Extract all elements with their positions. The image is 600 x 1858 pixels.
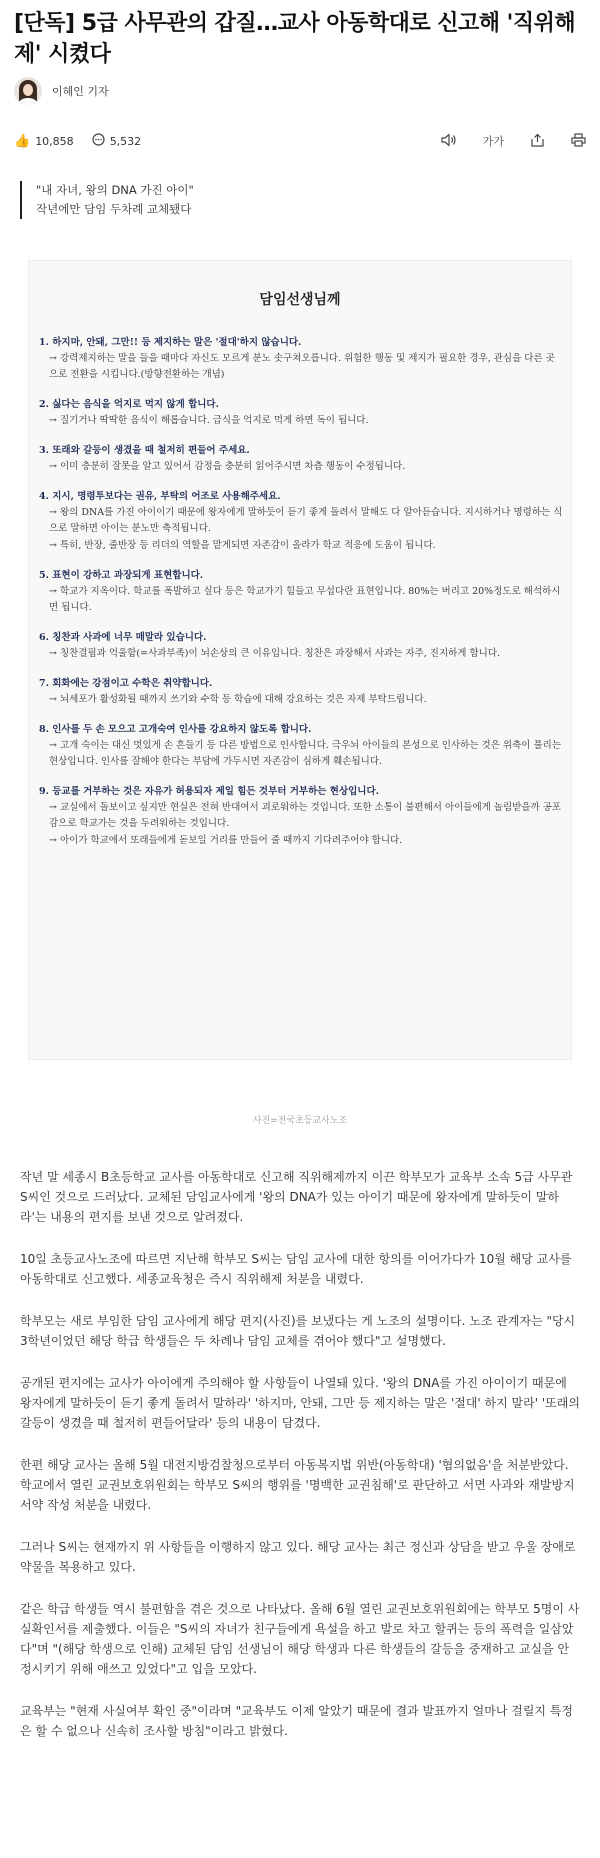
letter-item: [39, 630, 563, 662]
article-body: [20, 1167, 580, 1763]
letter-item-body: → 특히, 반장, 줄반장 등 리더의 역할을 맡게되면 자존감이 올라가 학교 적응에 도움이 됩니다.: [49, 540, 436, 551]
photo-caption: 사진=전국초등교사노조: [252, 1116, 348, 1126]
comment-bubble-icon: [92, 133, 105, 149]
reporter-name[interactable]: 이혜인 기자: [52, 85, 109, 98]
article-headline: [단독] 5급 사무관의 갑질…교사 아동학대로 신고해 '직위해제' 시켰다: [14, 11, 576, 67]
letter-item-heading: 3. 또래와 갈등이 생겼을 때 철저히 편들어 주세요.: [39, 445, 250, 456]
letter-item-heading: 6. 칭찬과 사과에 너무 매말라 있습니다.: [39, 632, 207, 643]
letter-item: [39, 489, 563, 554]
letter-item: [39, 784, 563, 849]
letter-items: [39, 335, 563, 863]
article-paragraph: 한편 해당 교사는 올해 5월 대전지방검찰청으로부터 아동복지법 위반(아동학대) '혐의없음'을 처분받았다. 학교에서 열린 교권보호위원회는 학부모 S씨의 행위를 '명백한 교권침해'로 판단하고 서면 사과와 재발방지 서약 작성 처분을 내렸다.: [20, 1458, 575, 1512]
comment-count[interactable]: [92, 133, 142, 149]
letter-item: [39, 397, 563, 429]
article-paragraph: 작년 말 세종시 B초등학교 교사를 아동학대로 신고해 직위해제까지 이끈 학부모가 교육부 소속 5급 사무관 S씨인 것으로 드러났다. 교체된 담임교사에게 '왕의 DNA가 있는 아이기 때문에 왕자에게 말하듯이 말하라'는 내용의 편지를 보낸 것으로 알려졌다.: [20, 1170, 573, 1224]
article-paragraph: 학부모는 새로 부임한 담임 교사에게 해당 편지(사진)를 보냈다는 게 노조의 설명이다. 노조 관계자는 "당시 3학년이었던 해당 학급 학생들은 두 차례나 담임 교체를 겪어야 했다"고 설명했다.: [20, 1314, 576, 1348]
letter-title: 담임선생님께: [259, 292, 341, 308]
letter-item-body: → 이미 충분히 잘못을 알고 있어서 감정을 충분히 읽어주시면 차츰 행동이 수정됩니다.: [49, 461, 406, 472]
letter-item-body: → 뇌세포가 활성화될 때까지 쓰기와 수학 등 학습에 대해 강요하는 것은 자제 부탁드립니다.: [49, 694, 427, 705]
article-toolbar: [415, 133, 586, 150]
speaker-icon[interactable]: [441, 133, 457, 150]
thumbs-up-icon: 👍: [14, 133, 31, 149]
article-paragraph: 같은 학급 학생들 역시 불편함을 겪은 것으로 나타났다. 올해 6월 열린 교권보호위원회에는 학부모 5명이 사실확인서를 제출했다. 이들은 "S씨의 자녀가 친구들에게 욕설을 하고 발로 차고 할퀴는 등의 폭력을 일삼았다"며 "(해당 학생으로 인해) 교체된 담임 선생님이 해당 학생과 다른 학생들의 갈등을 중재하고 교실을 안정시키기 위해 애쓰고 있었다"고 입을 모았다.: [20, 1602, 580, 1676]
article-paragraph: 그러나 S씨는 현재까지 위 사항들을 이행하지 않고 있다. 해당 교사는 최근 정신과 상담을 받고 우울 장애로 약물을 복용하고 있다.: [20, 1540, 576, 1574]
letter-item-heading: 2. 싫다는 음식을 억지로 먹지 않게 합니다.: [39, 399, 219, 410]
letter-item-body: → 칭찬결핍과 억울함(=사과부족)이 뇌손상의 큰 이유입니다. 칭찬은 과장해서 사과는 자주, 진지하게 합니다.: [49, 648, 501, 659]
comment-count-value: 5,532: [109, 134, 142, 148]
letter-item: [39, 443, 563, 475]
letter-item: [39, 335, 563, 383]
reaction-count-value: 10,858: [35, 134, 74, 148]
letter-item-heading: 4. 지시, 명령투보다는 권유, 부탁의 어조로 사용해주세요.: [39, 491, 281, 502]
reporter-avatar: [14, 77, 42, 105]
letter-item-body: → 학교가 지옥이다. 학교를 폭발하고 싶다 등은 학교가기 힘들고 무섭다란 표현입니다. 80%는 버리고 20%정도로 해석하시면 됩니다.: [49, 586, 561, 613]
article-paragraph: 10일 초등교사노조에 따르면 지난해 학부모 S씨는 담임 교사에 대한 항의를 이어가다가 10월 해당 교사를 아동학대로 신고했다. 세종교육청은 즉시 직위해제 처분을 내렸다.: [20, 1252, 572, 1286]
letter-item-heading: 1. 하지마, 안돼, 그만!! 등 제지하는 말은 '절대'하지 않습니다.: [39, 337, 302, 348]
letter-item-heading: 7. 회화에는 강점이고 수학은 취약합니다.: [39, 678, 213, 689]
letter-item: [39, 568, 563, 616]
letter-item-heading: 9. 등교를 거부하는 것은 자유가 허용되자 제일 힘든 것부터 거부하는 현상입니다.: [39, 786, 379, 797]
letter-item-heading: 8. 인사를 두 손 모으고 고개숙여 인사를 강요하지 않도록 합니다.: [39, 724, 312, 735]
pull-quote-line-2: 작년에만 담임 두차례 교체됐다: [36, 202, 192, 216]
byline[interactable]: [14, 76, 109, 106]
print-icon[interactable]: [571, 133, 586, 150]
letter-item-body: → 질기거나 딱딱한 음식이 해롭습니다. 급식을 억지로 먹게 하면 독이 됩니다.: [49, 415, 369, 426]
letter-item-heading: 5. 표현이 강하고 과장되게 표현합니다.: [39, 570, 204, 581]
letter-item-body: → 고개 숙이는 대신 멋있게 손 흔들기 등 다른 방법으로 인사합니다. 극우뇌 아이들의 본성으로 인사하는 것은 위축이 풀리는 현상입니다. 인사를 잘해야 한다는 부담에 가두시면 자존감이 심하게 훼손됩니다.: [49, 740, 561, 767]
font-size-button[interactable]: 가가: [482, 134, 504, 148]
letter-item-body: → 아이가 학교에서 또래들에게 돋보일 거리를 만들어 줄 때까지 기다려주어야 합니다.: [49, 835, 403, 846]
letter-item: [39, 722, 563, 770]
share-icon[interactable]: [530, 133, 545, 150]
letter-item-body: → 강력제지하는 말을 들을 때마다 자신도 모르게 분노 솟구쳐오릅니다. 위험한 행동 및 제지가 필요한 경우, 관심을 다른 곳으로 전환을 시킵니다.(방향전환하는 개념): [49, 353, 555, 380]
letter-item-body: → 왕의 DNA를 가진 아이이기 때문에 왕자에게 말하듯이 듣기 좋게 돌려서 말해도 다 알아듣습니다. 지시하거나 명령하는 식으로 말하면 아이는 분노만 축적됩니다.: [49, 507, 563, 534]
letter-photo: [28, 260, 572, 1060]
article-stats-bar: [14, 130, 586, 152]
letter-item-body: → 교실에서 돌보이고 싶지만 현실은 전혀 반대여서 괴로워하는 것입니다. 또한 소통이 불편해서 아이들에게 놀림받을까 공포감으로 학교가는 것을 두려워하는 것입니다.: [49, 802, 562, 829]
pull-quote-line-1: "내 자녀, 왕의 DNA 가진 아이": [36, 183, 194, 197]
letter-item: [39, 676, 563, 708]
article-paragraph: 교육부는 "현재 사실여부 확인 중"이라며 "교육부도 이제 알았기 때문에 결과 발표까지 얼마나 걸릴지 특정은 할 수 없으나 신속히 조사할 방침"이라고 밝혔다.: [20, 1704, 574, 1738]
reaction-count[interactable]: [14, 135, 74, 148]
pull-quote: [20, 181, 194, 219]
article-paragraph: 공개된 편지에는 교사가 아이에게 주의해야 할 사항들이 나열돼 있다. '왕의 DNA를 가진 아이이기 때문에 왕자에게 말하듯이 듣기 좋게 돌려서 말하라' '하지마, 안돼, 그만 등 제지하는 말은 '절대' 하지 말라' '또래의 갈등이 생겼을 때 철저히 편들어달라' 등의 내용이 담겼다.: [20, 1376, 580, 1430]
